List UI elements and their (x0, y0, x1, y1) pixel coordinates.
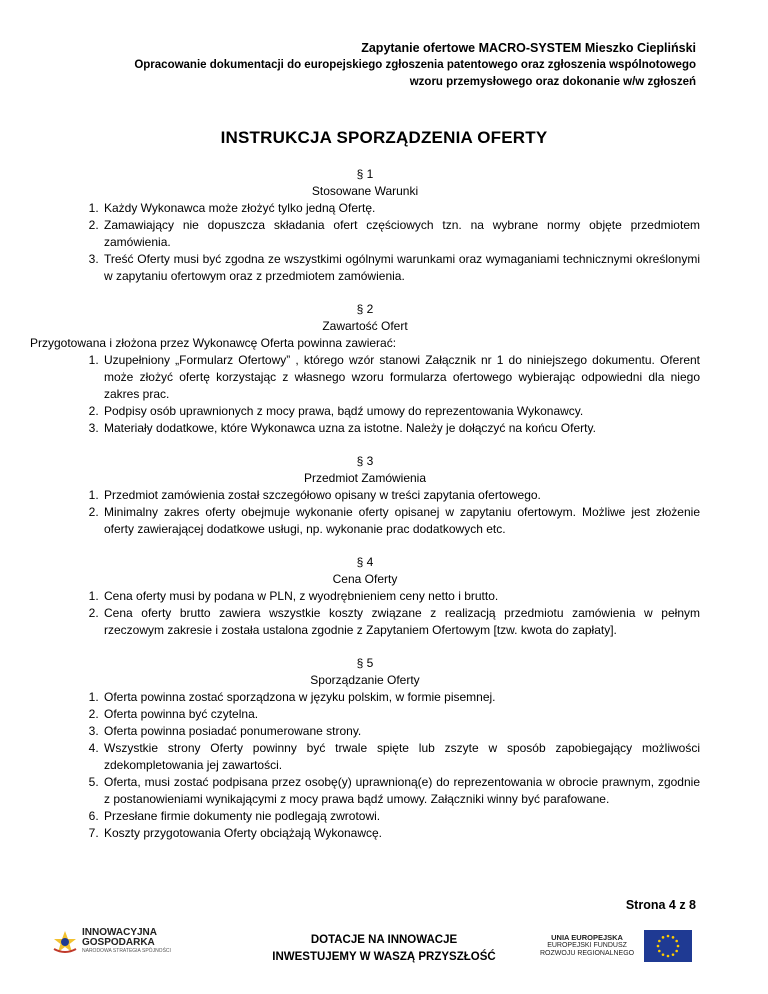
logo-line-3: NARODOWA STRATEGIA SPÓJNOŚCI (82, 948, 171, 954)
eu-star-icon (667, 935, 670, 938)
section-title: Sporządzanie Oferty (310, 673, 420, 687)
section-number: § 2 (356, 302, 374, 316)
list-item: 2. Minimalny zakres oferty obejmuje wykonanie oferty opisanej w zapytaniu ofertowym. Możliwe jest złożenie oferty zawierającej dodatkowe usługi, np. wykonanie prac dodatkowych etc. (102, 504, 700, 538)
eu-flag-icon (644, 930, 692, 962)
section-title: Stosowane Warunki (311, 184, 419, 198)
eu-star-icon (675, 950, 678, 953)
list-item: 2. Cena oferty brutto zawiera wszystkie koszty związane z realizacją przedmiotu zamówienia w pełnym rzeczowym zakresie i została ustalona zgodnie z Zapytaniem Ofertowym [tzw. kwota do zapłaty]. (102, 605, 700, 639)
eu-star-icon (662, 936, 665, 939)
section-4 (30, 554, 700, 639)
eu-logo-line-1: UNIA EUROPEJSKA (551, 933, 623, 942)
eu-star-icon (672, 953, 675, 956)
list-item: 5. Oferta, musi zostać podpisana przez osobę(y) uprawnioną(e) do reprezentowania w obrocie prawnym, zgodnie z postanowieniami wynikającymi z mocy prawa bądź umowy. Załączniki winny być parafowane. (102, 774, 700, 808)
list-item: 3. Materiały dodatkowe, które Wykonawca uzna za istotne. Należy je dołączyć na końcu Oferty. (102, 420, 700, 437)
eu-star-icon (677, 945, 680, 948)
section-list (30, 352, 700, 437)
eu-star-icon (667, 955, 670, 958)
section-2 (30, 301, 700, 437)
footer-line-1: DOTACJE NA INNOWACJE (310, 934, 458, 946)
document-body (30, 166, 700, 858)
section-title: Przedmiot Zamówienia (303, 471, 427, 485)
section-number: § 5 (356, 656, 374, 670)
section-5 (30, 655, 700, 842)
list-item: 2. Podpisy osób uprawnionych z mocy prawa, bądź umowy do reprezentowania Wykonawcy. (102, 403, 700, 420)
document-header (134, 40, 696, 91)
list-item: 1. Cena oferty musi by podana w PLN, z wyodrębnieniem ceny netto i brutto. (102, 588, 700, 605)
eu-logo-line-3: ROZWOJU REGIONALNEGO (540, 950, 635, 957)
section-list (30, 200, 700, 285)
list-item: 4. Wszystkie strony Oferty powinny być trwale spięte lub zszyte w sposób zapobiegający możliwości zdekompletowania jej zawartości. (102, 740, 700, 774)
section-list (30, 487, 700, 538)
section-number: § 3 (356, 454, 374, 468)
eu-star-icon (658, 940, 661, 943)
list-item: 1. Przedmiot zamówienia został szczegółowo opisany w treści zapytania ofertowego. (102, 487, 700, 504)
list-item: 7. Koszty przygotowania Oferty obciążają Wykonawcę. (102, 825, 700, 842)
list-item: 1. Oferta powinna zostać sporządzona w języku polskim, w formie pisemnej. (102, 689, 700, 706)
section-title: Zawartość Ofert (322, 319, 408, 333)
section-1 (30, 166, 700, 285)
section-3 (30, 453, 700, 538)
page-number: Strona 4 z 8 (625, 898, 696, 912)
list-item: 2. Zamawiający nie dopuszcza składania ofert częściowych tzn. na wybrane normy objęte przedmiotem zamówienia. (102, 217, 700, 251)
logo-line-2: GOSPODARKA (82, 937, 155, 948)
list-item: 6. Przesłane firmie dokumenty nie podlegają zwrotowi. (102, 808, 700, 825)
eu-star-icon (672, 936, 675, 939)
list-item: 3. Treść Oferty musi być zgodna ze wszystkimi ogólnymi warunkami oraz wymaganiami technicznymi określonymi w zapytaniu ofertowym oraz z przedmiotem zamówienia. (102, 251, 700, 285)
eu-star-icon (662, 953, 665, 956)
eu-star-icon (675, 940, 678, 943)
eu-logo (540, 930, 692, 962)
header-title: Zapytanie ofertowe MACRO-SYSTEM Mieszko Ciepliński (361, 41, 696, 55)
eu-star-icon (657, 945, 660, 948)
list-item: 2. Oferta powinna być czytelna. (102, 706, 700, 723)
section-intro: Przygotowana i złożona przez Wykonawcę Oferta powinna zawierać: (30, 336, 397, 350)
section-list (30, 588, 700, 639)
eu-logo-line-2: EUROPEJSKI FUNDUSZ (547, 942, 627, 949)
section-number: § 1 (356, 167, 374, 181)
header-subtitle-2: wzoru przemysłowego oraz dokonanie w/w zgłoszeń (409, 76, 696, 88)
list-item: 1. Uzupełniony „Formularz Ofertowy” , którego wzór stanowi Załącznik nr 1 do niniejszego dokumentu. Oferent może złożyć ofertę korzystając z własnego wzoru formularza ofertowego wybierając odpowiedni dla niego zakres prac. (102, 352, 700, 403)
list-item: 1. Każdy Wykonawca może złożyć tylko jedną Ofertę. (102, 200, 700, 217)
eu-star-icon (658, 950, 661, 953)
page-title: INSTRUKCJA SPORZĄDZENIA OFERTY (220, 128, 548, 147)
list-item: 3. Oferta powinna posiadać ponumerowane strony. (102, 723, 700, 740)
logo-line-1: INNOWACYJNA (82, 927, 158, 938)
section-title: Cena Oferty (332, 572, 398, 586)
header-subtitle-1: Opracowanie dokumentacji do europejskiego zgłoszenia patentowego oraz zgłoszenia wspólnotowego (134, 59, 696, 71)
footer-line-2: INWESTUJEMY W WASZĄ PRZYSZŁOŚĆ (272, 951, 496, 963)
section-list (30, 689, 700, 842)
section-number: § 4 (356, 555, 374, 569)
